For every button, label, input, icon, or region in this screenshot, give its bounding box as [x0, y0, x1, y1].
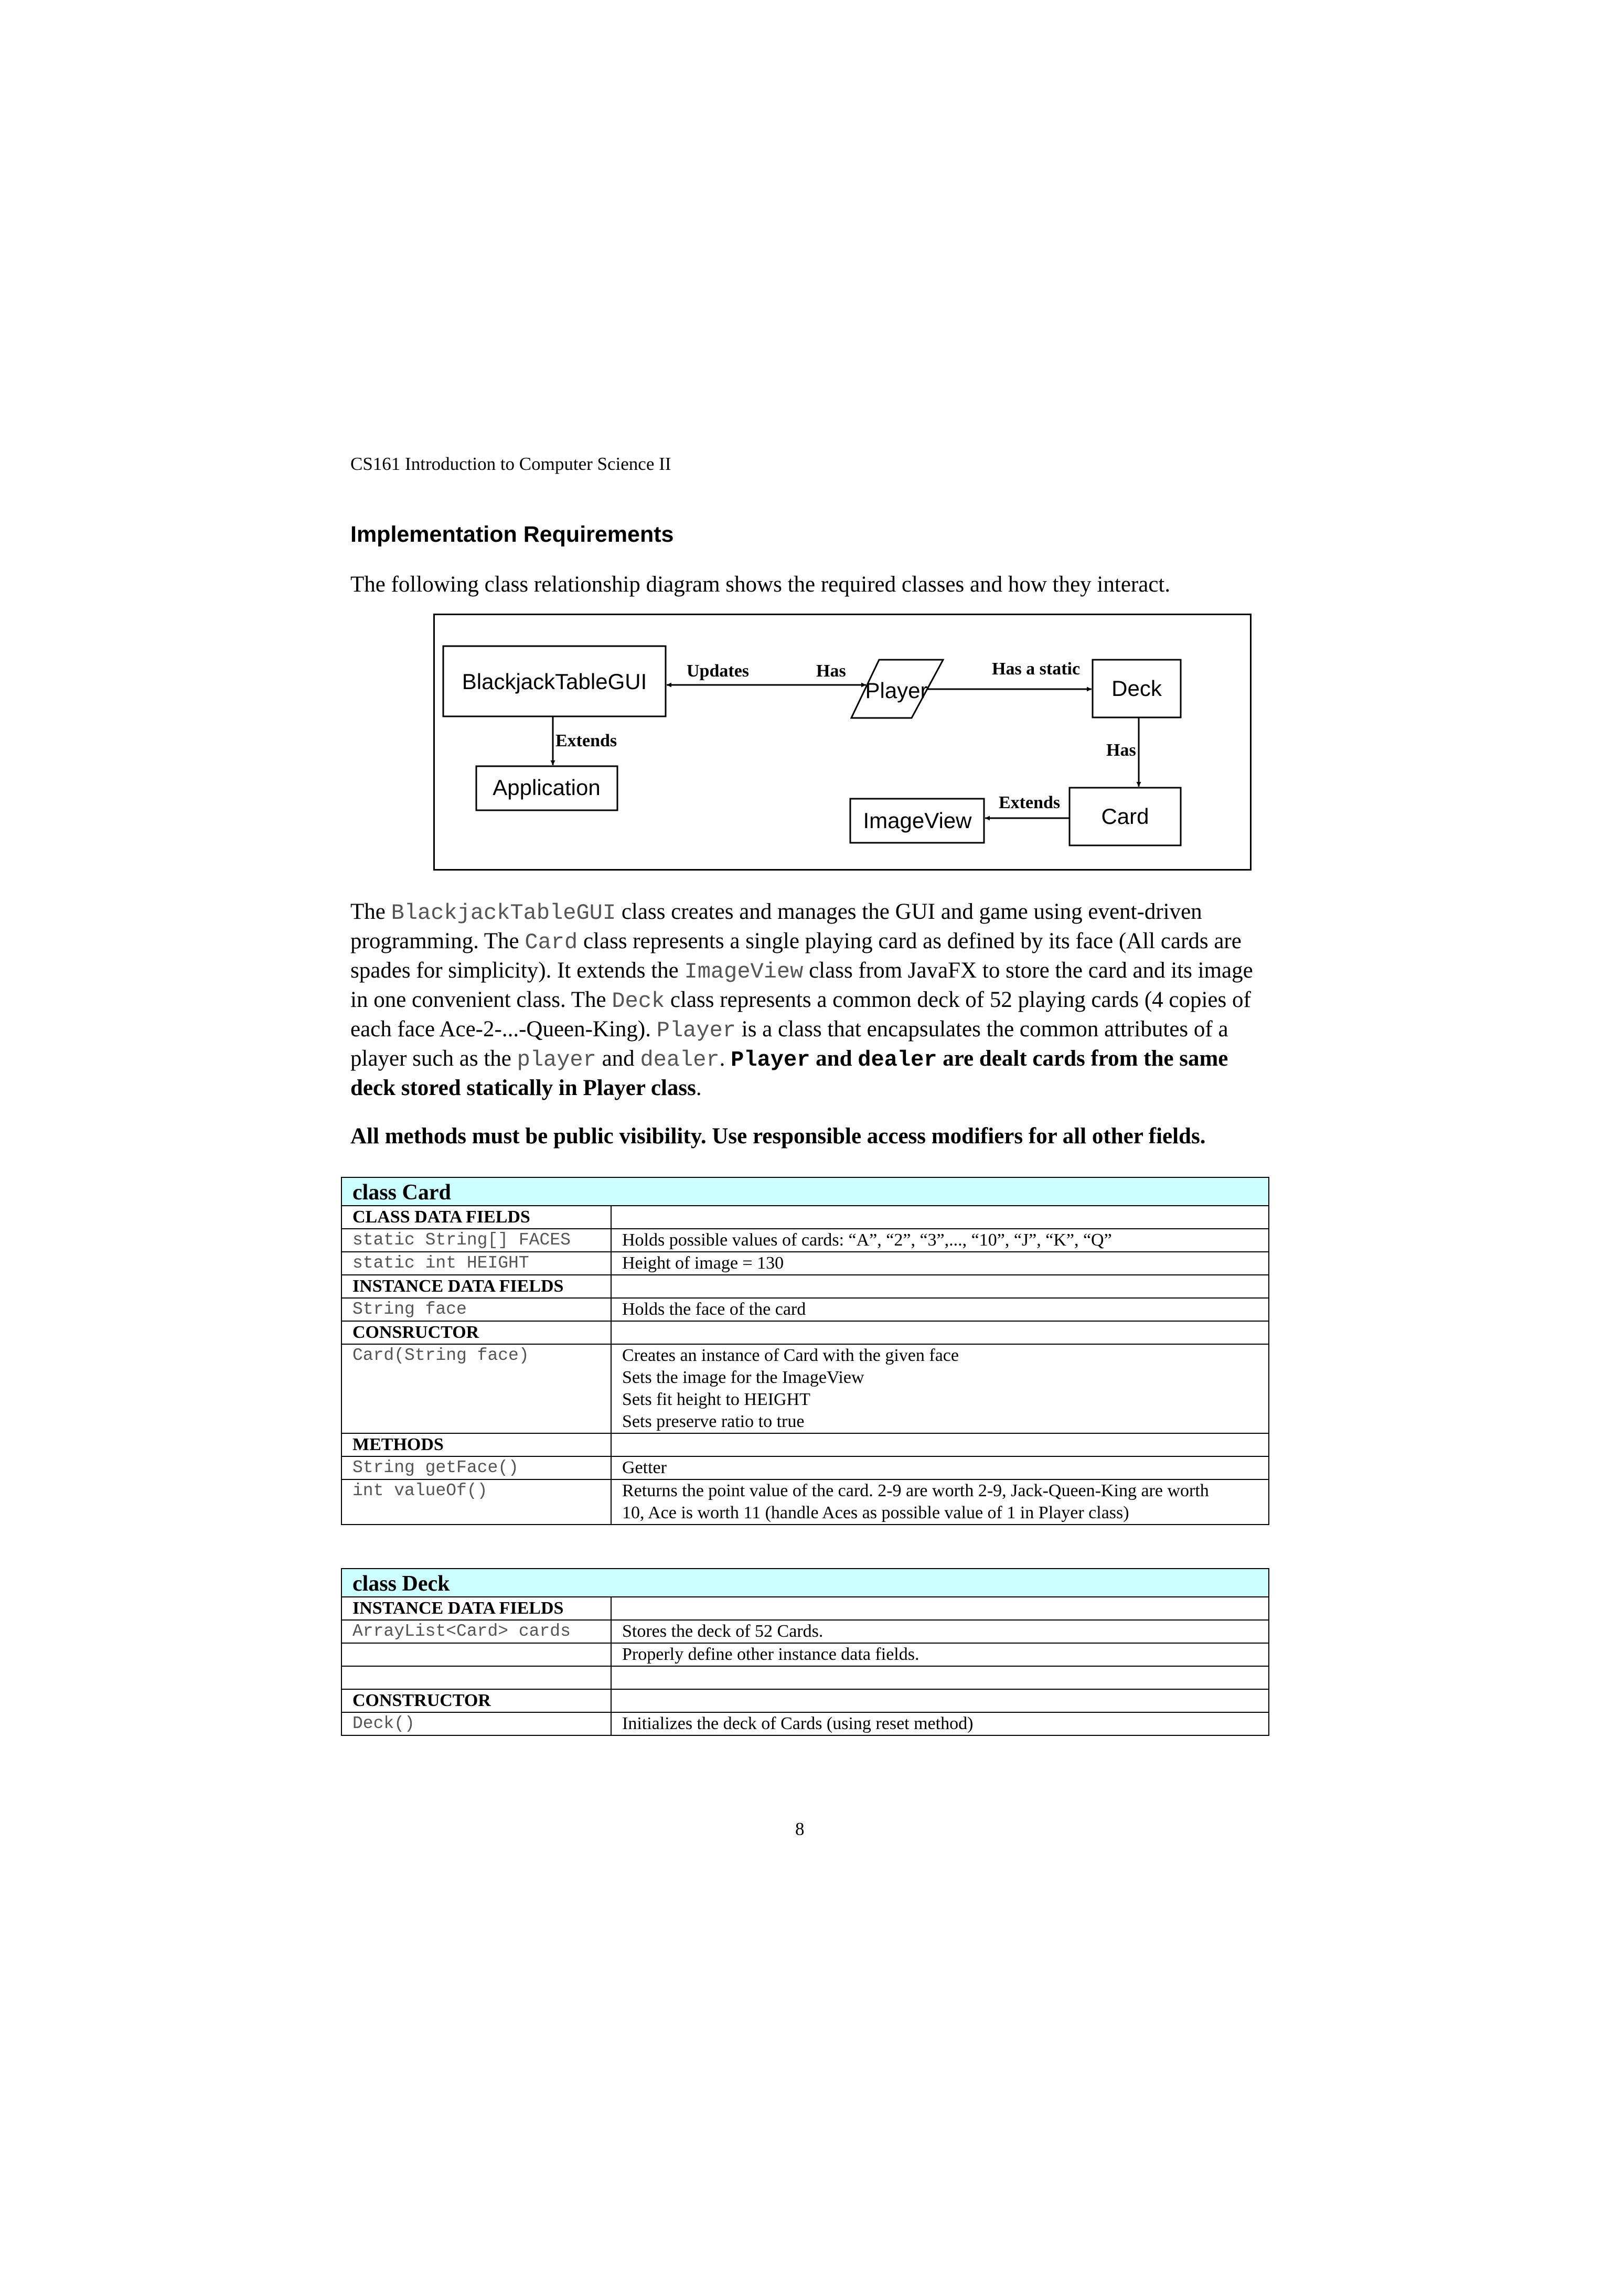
constructor-signature: Card(String face) — [341, 1344, 611, 1433]
section-heading: Implementation Requirements — [350, 522, 674, 547]
deck-class-label: Deck — [1111, 676, 1162, 701]
constructor-description: Initializes the deck of Cards (using reset method) — [611, 1712, 1269, 1735]
code-imageview: ImageView — [684, 959, 804, 984]
card-class-table — [341, 1177, 1269, 1525]
page-number: 8 — [795, 1819, 805, 1839]
field-description: Height of image = 130 — [611, 1252, 1269, 1275]
section-label: INSTANCE DATA FIELDS — [341, 1275, 611, 1298]
visibility-note: All methods must be public visibility. Use responsible access modifiers for all other fields. — [350, 1124, 1206, 1149]
field-signature: static String[] FACES — [341, 1229, 611, 1252]
deck-class-table — [341, 1568, 1269, 1736]
code-dealer-bold: dealer — [858, 1047, 937, 1072]
field-signature: String face — [341, 1298, 611, 1321]
code-blackjacktablegui: BlackjackTableGUI — [391, 900, 616, 926]
has-label: Has — [816, 661, 846, 681]
description-paragraph: The BlackjackTableGUI class creates and manages the GUI and game using event-driven programming. The Card class represents a single playing card as defined by its face (All cards are spades for simplicity). It extends the ImageView class from JavaFX to store the card and its image in one convenient class. The Deck class represents a common deck of 52 playing cards (4 copies of each face Ace-2-...-Queen-King). Player is a class that encapsulates the common attributes of a player such as the player and dealer. Player and dealer are dealt cards from the same deck stored statically in Player class. — [350, 899, 1253, 1100]
code-card: Card — [525, 930, 578, 955]
section-label: CLASS DATA FIELDS — [341, 1206, 611, 1229]
updates-label: Updates — [687, 661, 750, 681]
code-player: Player — [656, 1018, 736, 1043]
extends-application-label: Extends — [555, 731, 617, 750]
field-signature: ArrayList<Card> cards — [341, 1620, 611, 1643]
constructor-signature: Deck() — [341, 1712, 611, 1735]
constructor-description: Creates an instance of Card with the given face Sets the image for the ImageView Sets fit height to HEIGHT Sets preserve ratio to true — [611, 1344, 1269, 1433]
application-class-label: Application — [493, 775, 601, 800]
card-table-title: class Card — [341, 1177, 1269, 1206]
method-signature: int valueOf() — [341, 1479, 611, 1525]
has-static-label: Has a static — [992, 659, 1081, 679]
card-class-label: Card — [1101, 804, 1149, 829]
code-player-bold: Player — [731, 1047, 810, 1072]
section-label: METHODS — [341, 1433, 611, 1456]
method-signature: String getFace() — [341, 1456, 611, 1479]
imageview-class-label: ImageView — [863, 808, 972, 833]
section-label: INSTANCE DATA FIELDS — [341, 1597, 611, 1620]
code-dealer: dealer — [640, 1047, 720, 1072]
section-label: CONSTRUCTOR — [341, 1689, 611, 1712]
player-class-label: Player — [865, 678, 928, 703]
field-description: Properly define other instance data fields. — [611, 1643, 1269, 1666]
extends-imageview-label: Extends — [999, 793, 1061, 812]
field-description: Stores the deck of 52 Cards. — [611, 1620, 1269, 1643]
method-description: Returns the point value of the card. 2-9 are worth 2-9, Jack-Queen-King are worth 10, Ace is worth 11 (handle Aces as possible value of 1 in Player class) — [611, 1479, 1269, 1525]
gui-class-label: BlackjackTableGUI — [462, 669, 647, 694]
method-description: Getter — [611, 1456, 1269, 1479]
section-label: CONSRUCTOR — [341, 1321, 611, 1344]
field-signature: static int HEIGHT — [341, 1252, 611, 1275]
code-deck: Deck — [612, 989, 665, 1014]
field-description: Holds possible values of cards: “A”, “2”, “3”,..., “10”, “J”, “K”, “Q” — [611, 1229, 1269, 1252]
page-header: CS161 Introduction to Computer Science II — [350, 454, 671, 474]
class-diagram — [433, 614, 1252, 871]
deck-has-card-label: Has — [1106, 741, 1136, 760]
intro-text: The following class relationship diagram shows the required classes and how they interact. — [350, 572, 1171, 597]
code-player-instance: player — [517, 1047, 596, 1072]
field-description: Holds the face of the card — [611, 1298, 1269, 1321]
deck-table-title: class Deck — [341, 1569, 1269, 1597]
